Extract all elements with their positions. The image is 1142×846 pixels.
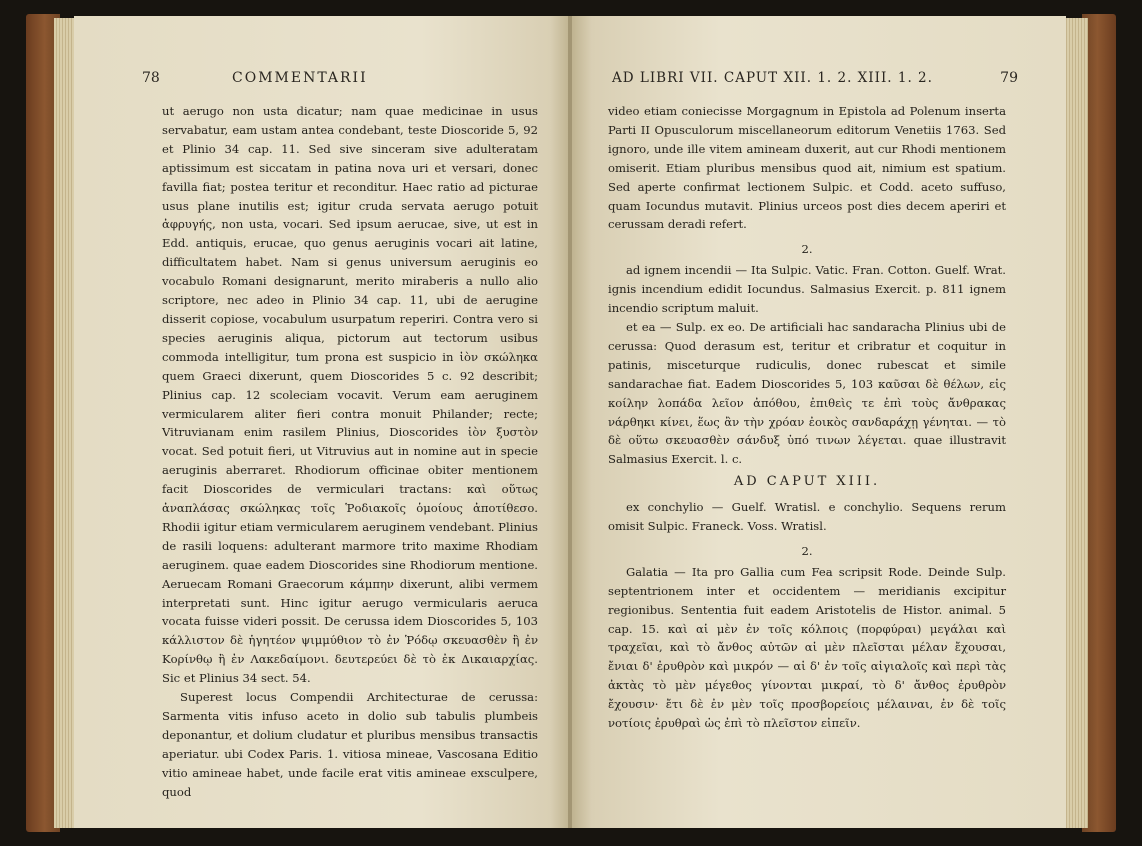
- left-page: [74, 16, 570, 828]
- left-paragraph-1: ut aerugo non usta dicatur; nam quae medicinae in usus servabatur, eam ustam antea condebant, teste Dioscoride 5, 92 et Plinio 34 cap. 11. Sed sive sinceram sive adulteratam aptissimum est siccatam in patina nova uri et versari, donec favilla fiat; postea teritur et reconditur. Haec ratio ad picturae usus plane inutilis est; igitur cruda servata aerugo potuit ἀφρυγής, non usta, vocari. Sed ipsum aerucae, sive, ut est in Edd. antiquis, erucae, quo genus aeruginis vocari ait latine, difficultatem habet. Nam si genus universum aeruginis eo vocabulo Romani designarunt, merito miraberis a nullo alio scriptore, nec adeo in Plinio 34 cap. 11, ubi de aerugine disserit copiose, vocabulum usurpatum reperiri. Contra vero si species aeruginis aliqua, pictorum aut tectorum usibus commoda intelligitur, tum prona est suspicio in ἰὸν σκώληκα quem Graeci dixerunt, quem Dioscorides 5 c. 92 describit; Plinius cap. 12 scoleciam vocavit. Verum eam aeruginem vermicularem aliter fieri contra monuit Philander; recte; Vitruvianam enim rasilem Plinius, Dioscorides ἰὸν ξυστὸν vocat. Sed potuit fieri, ut Vitruvius aut in nomine aut in specie aeruginis aberraret. Rhodiorum officinae obiter mentionem facit Dioscorides de vermiculari tractans: καὶ οὕτως ἀναπλάσας σκώληκας τοῖς Ῥοδιακοῖς ὁμοίους ἀποτίθεσο. Rhodii igitur etiam vermicularem aeruginem vendebant. Plinius de rasili loquens: adulterant marmore trito maxime Rhodiam aeruginem. quae eadem Dioscorides sine Rhodiorum mentione. Aeruecam Romani Graecorum κάμπην dixerunt, alibi vermem interpretati sunt. Hinc igitur aerugo vermicularis aeruca vocata fuisse videri possit. De cerussa idem Dioscorides 5, 103 κάλλιστον δὲ ἡγητέον ψιμμύθιον τὸ ἐν Ῥόδῳ σκευασθὲν ἢ ἐν Κορίνθῳ ἢ ἐν Λακεδαίμονι. δευτερεύει δὲ τὸ ἐκ Δικαιαρχίας. Sic et Plinius 34 sect. 54.: [162, 104, 538, 686]
- left-head-title: COMMENTARII: [232, 70, 368, 86]
- note-galatia: Galatia — Ita pro Gallia cum Fea scripsit Rode. Deinde Sulp. septentrionem inter et occidentem — meridianis excipitur regionibus. Sententia fuit eadem Aristotelis de Histor. animal. 5 cap. 15. καὶ αἱ μὲν ἐν τοῖς κόλποις (πορφύραι) μεγάλαι καὶ τραχεῖαι, καὶ τὸ ἄνθος αὐτῶν αἱ μὲν πλεῖσται μέλαν ἔχουσαι, ἔνιαι δ' ἐρυθρὸν καὶ μικρόν — αἱ δ' ἐν τοῖς αἰγιαλοῖς καὶ περὶ τὰς ἀκτὰς τὸ μὲν μέγεθος γίνονται μικραί, τὸ δ' ἄνθος ἐρυθρὸν ἔχουσιν· ἔτι δὲ ἐν μὲν τοῖς προσβορείοις μέλαιναι, ἐν δὲ τοῖς νοτίοις ἐρυθραὶ ὡς ἐπὶ τὸ πλεῖστον εἰπεῖν.: [608, 564, 1006, 731]
- right-intro-paragraph: video etiam coniecisse Morgagnum in Epistola ad Polenum inserta Parti II Opusculorum miscellaneorum editorum Venetiis 1763. Sed ignoro, unde ille vitem amineam duxerit, aut cur Rhodi mentionem omiserit. Etiam pluribus mensibus quod ait, nimium est spatium. Sed aperte confirmat lectionem Sulpic. et Codd. aceto suffuso, quam Iocundus mutavit. Plinius urceos post dies decem aperiri et cerussam deradi refert.: [608, 104, 1006, 232]
- note-number-2a: 2.: [801, 242, 813, 257]
- page-edges-right: [1064, 18, 1088, 828]
- section-heading-caput-xiii: AD CAPUT XIII.: [733, 474, 881, 490]
- note-ex-conchylio: ex conchylio — Guelf. Wratisl. e conchylio. Sequens rerum omisit Sulpic. Franeck. Voss. Wratisl.: [608, 500, 1006, 534]
- left-page-body: [162, 102, 538, 802]
- note-ad-ignem: ad ignem incendii — Ita Sulpic. Vatic. Fran. Cotton. Guelf. Wrat. ignis incendium edidit Iocundus. Salmasius Exercit. p. 811 ignem incendio scriptum maluit.: [608, 263, 1006, 316]
- right-page-number: 79: [1000, 70, 1018, 86]
- right-page-body: [608, 102, 1006, 733]
- note-number-2b: 2.: [801, 543, 813, 558]
- note-et-ea: et ea — Sulp. ex eo. De artificiali hac sandaracha Plinius ubi de cerussa: Quod derasum est, teritur et cribratur et coquitur in patinis, misceturque rudiculis, donec rubescat et simile sandarachae fiat. Eadem Dioscorides 5, 103 καῦσαι δὲ θέλων, εἰς κοίλην λοπάδα λεῖον ἀπόθου, ἐπιθεὶς τε ἐπὶ τοὺς ἄνθρακας νάρθηκι κίνει, ἕως ἂν τὴν χρόαν ἐοικὸς σανδαράχῃ γένηται. — τὸ δὲ οὕτω σκευασθὲν σάνδυξ ὑπό τινων λέγεται. quae illustravit Salmasius Exercit. l. c.: [608, 319, 1006, 467]
- right-page: [572, 16, 1066, 828]
- right-head-title: AD LIBRI VII. CAPUT XII. 1. 2. XIII. 1. 2.: [612, 70, 933, 86]
- left-paragraph-2: Superest locus Compendii Architecturae de cerussa: Sarmenta vitis infuso aceto in dolio sub tabulis plumbeis deponantur, et dolium cludatur et pluribus mensibus transactis aperiatur. ubi Codex Paris. 1. vitiosa mineae, Vascosana Editio vitio amineae habet, unde facile erat vitis amineae exsculpere, quod: [162, 690, 538, 799]
- left-page-number: 78: [142, 70, 160, 86]
